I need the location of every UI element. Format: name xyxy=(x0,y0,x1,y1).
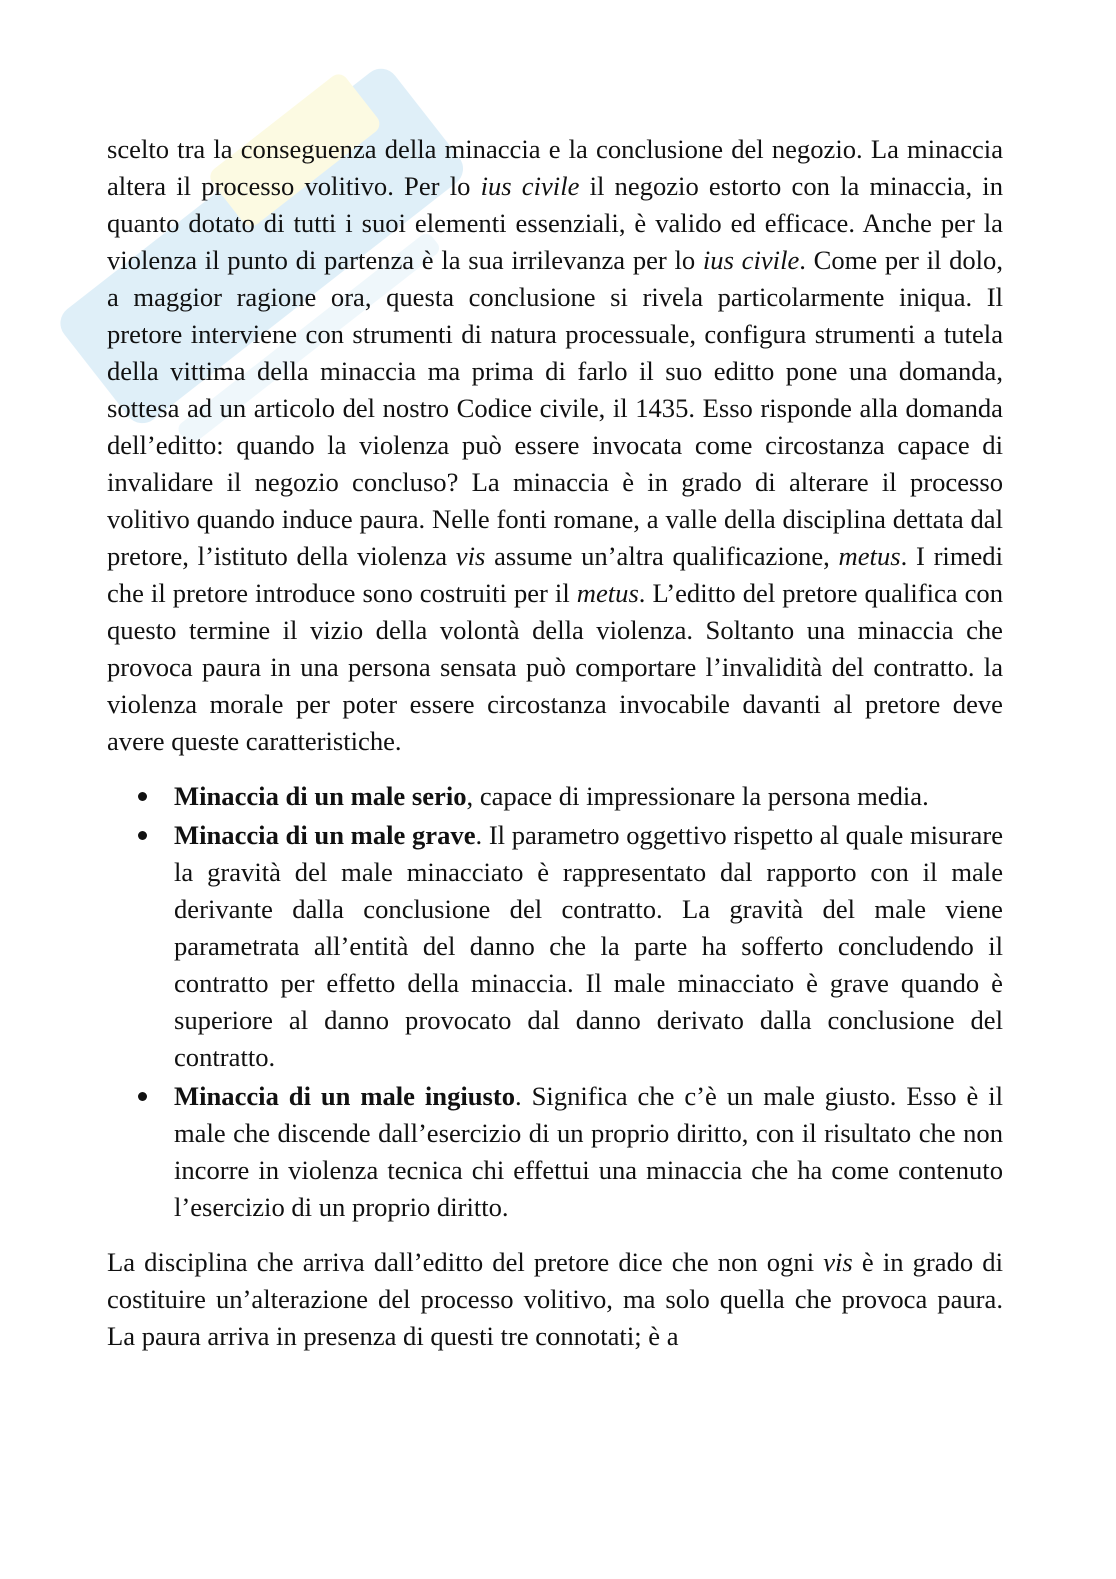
bullet-icon xyxy=(138,831,147,840)
list-item-heading: Minaccia di un male serio xyxy=(174,781,467,811)
list-item-ingiusto xyxy=(174,1078,1003,1226)
body-paragraph-2 xyxy=(107,1244,1003,1355)
paragraph-text: assume un’altra qualificazione, xyxy=(485,541,839,571)
latin-term: metus xyxy=(576,578,639,608)
paragraph-text: La disciplina che arriva dall’editto del pretore dice che non ogni xyxy=(107,1247,824,1277)
latin-term: vis xyxy=(823,1247,853,1277)
bullet-icon xyxy=(138,1092,147,1101)
characteristics-list xyxy=(107,778,1003,1226)
body-paragraph-1 xyxy=(107,131,1003,760)
list-item-heading: Minaccia di un male grave xyxy=(174,820,476,850)
paragraph-text: è in grado di costituire un’alterazione del processo volitivo, ma solo quella che provoca paura. La paura arriva in presenza di questi tre connotati; è a xyxy=(107,1247,1003,1351)
page-body xyxy=(107,131,1003,1355)
paragraph-text: . Come per il dolo, a maggior ragione ora, questa conclusione si rivela particolarmente iniqua. Il pretore interviene con strumenti di natura processuale, configura strumenti a tutela della vittima della minaccia ma prima di farlo il suo editto pone una domanda, sottesa ad un articolo del nostro Codice civile, il 1435. Esso risponde alla domanda dell’editto: quando la violenza può essere invocata come circostanza capace di invalidare il negozio concluso? La minaccia è in grado di alterare il processo volitivo quando induce paura. Nelle fonti romane, a valle della disciplina dettata dal pretore, l’istituto della violenza xyxy=(107,245,1003,571)
paragraph-text: il negozio estorto con la minaccia, in quanto dotato di tutti i suoi elementi essenziali, è valido ed efficace. Anche per la violenza il punto di partenza è la sua irrilevanza per lo xyxy=(107,171,1003,275)
latin-term: ius civile xyxy=(480,171,580,201)
list-item-serio xyxy=(174,778,1003,815)
paragraph-text: . L’editto del pretore qualifica con questo termine il vizio della volontà della violenza. Soltanto una minaccia che provoca paura in una persona sensata può comportare l’invalidità del contratto. la violenza morale per poter essere circostanza invocabile davanti al pretore deve avere queste caratteristiche. xyxy=(107,578,1004,756)
latin-term: ius civile xyxy=(702,245,800,275)
paragraph-text: scelto tra la conseguenza della minaccia e la conclusione del negozio. La minaccia altera il processo volitivo. Per lo xyxy=(107,134,1003,201)
latin-term: vis xyxy=(455,541,486,571)
list-item-text: , capace di impressionare la persona media. xyxy=(466,781,929,811)
list-item-text: . Il parametro oggettivo rispetto al quale misurare la gravità del male minacciato è rappresentato dal rapporto con il male derivante dalla conclusione del contratto. La gravità del male viene parametrata all’entità del danno che la parte ha sofferto concludendo il contratto per effetto della minaccia. Il male minacciato è grave quando è superiore al danno provocato dal danno derivato dalla conclusione del contratto. xyxy=(174,820,1003,1072)
list-item-grave xyxy=(174,817,1003,1076)
latin-term: metus xyxy=(838,541,901,571)
paragraph-text: . I rimedi che il pretore introduce sono costruiti per il xyxy=(107,541,1003,608)
bullet-icon xyxy=(138,792,147,801)
list-item-heading: Minaccia di un male ingiusto xyxy=(174,1081,516,1111)
list-item-text: . Significa che c’è un male giusto. Esso è il male che discende dall’esercizio di un proprio diritto, con il risultato che non incorre in violenza tecnica chi effettui una minaccia che ha come contenuto l’esercizio di un proprio diritto. xyxy=(174,1081,1003,1222)
